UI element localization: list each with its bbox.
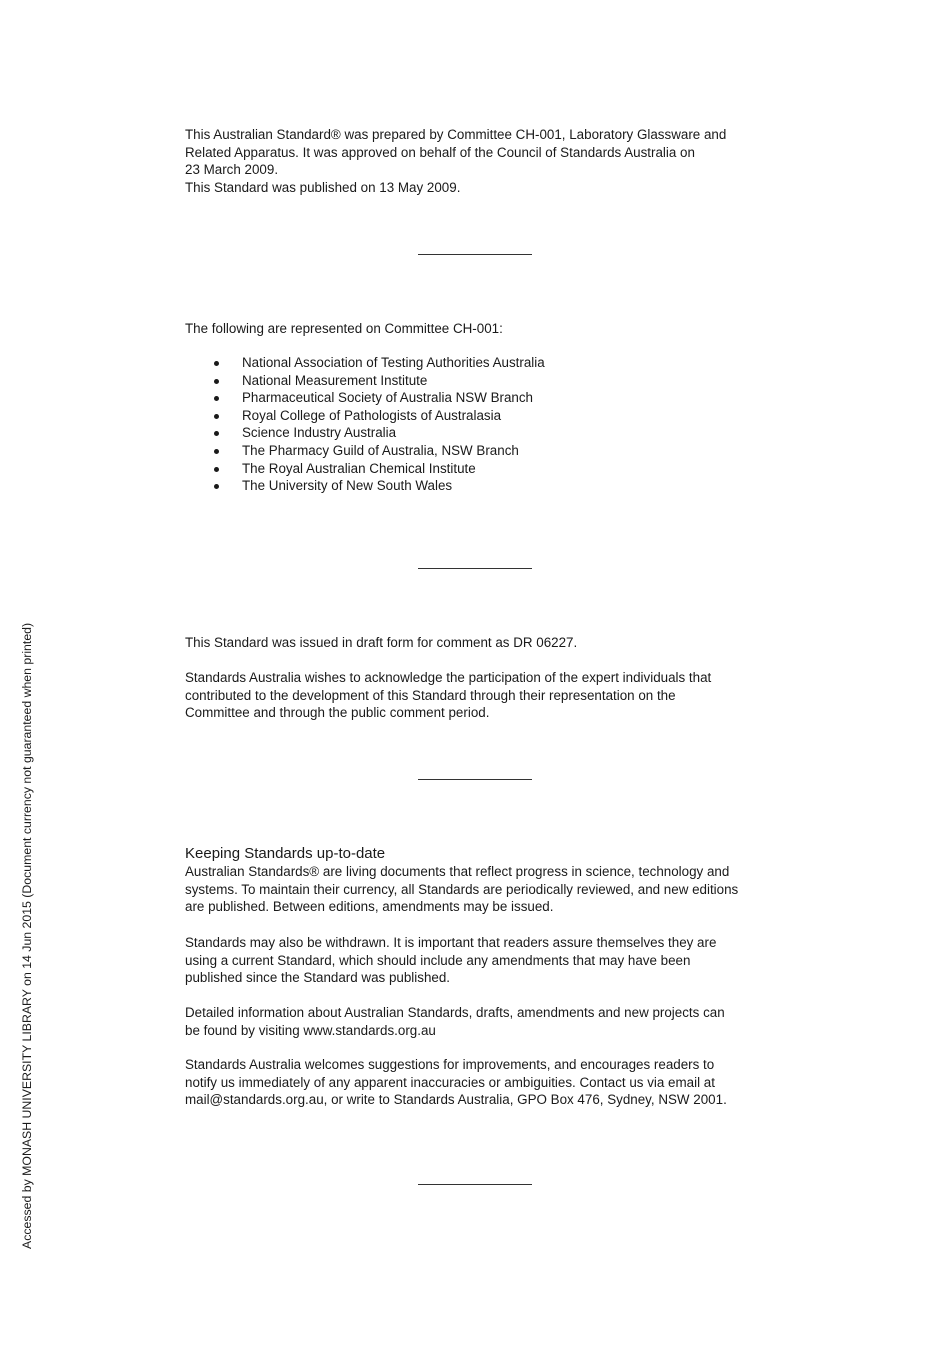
access-note-sidebar: Accessed by MONASH UNIVERSITY LIBRARY on 14 Jun 2015 (Document currency not guaranteed when printed) (20, 622, 34, 1249)
paragraph-line: published since the Standard was published. (185, 970, 451, 986)
paragraph-line: notify us immediately of any apparent inaccuracies or ambiguities. Contact us via email at (185, 1074, 715, 1090)
committee-member-list (185, 354, 745, 495)
section-divider (418, 568, 532, 569)
bullet-icon (214, 484, 219, 489)
living-documents-paragraph (185, 863, 785, 916)
list-item (185, 407, 745, 425)
paragraph-line: Standards Australia welcomes suggestions for improvements, and encourages readers to (185, 1057, 715, 1072)
list-item (185, 372, 745, 390)
committee-intro: The following are represented on Committee CH-001: (185, 321, 503, 336)
bullet-icon (214, 467, 219, 472)
keeping-up-to-date-heading: Keeping Standards up-to-date (185, 845, 386, 862)
paragraph-line: mail@standards.org.au, or write to Standards Australia, GPO Box 476, Sydney, NSW 2001. (185, 1092, 727, 1108)
suggestions-paragraph (185, 1056, 785, 1109)
draft-issued-text: This Standard was issued in draft form for comment as DR 06227. (185, 635, 578, 650)
detailed-info-paragraph (185, 1004, 785, 1039)
paragraph-line: Standards may also be withdrawn. It is important that readers assure themselves they are (185, 935, 717, 950)
committee-member: The Pharmacy Guild of Australia, NSW Branch (242, 442, 519, 458)
committee-member: Royal College of Pathologists of Australasia (242, 407, 502, 423)
acknowledgement-line: Committee and through the public comment period. (185, 705, 490, 721)
committee-member: The Royal Australian Chemical Institute (242, 460, 476, 476)
list-item (185, 460, 745, 478)
preparation-line: Related Apparatus. It was approved on behalf of the Council of Standards Australia on (185, 144, 695, 160)
list-item (185, 389, 745, 407)
list-item (185, 354, 745, 372)
paragraph-line: Detailed information about Australian Standards, drafts, amendments and new projects can (185, 1005, 725, 1020)
section-divider (418, 1184, 532, 1185)
acknowledgement-paragraph (185, 669, 785, 722)
paragraph-line: are published. Between editions, amendments may be issued. (185, 899, 554, 915)
bullet-icon (214, 449, 219, 454)
withdrawn-paragraph (185, 934, 785, 987)
list-item (185, 477, 745, 495)
bullet-icon (214, 431, 219, 436)
bullet-icon (214, 414, 219, 419)
bullet-icon (214, 396, 219, 401)
bullet-icon (214, 361, 219, 366)
paragraph-line: Australian Standards® are living documents that reflect progress in science, technology and (185, 864, 730, 879)
paragraph-line: systems. To maintain their currency, all Standards are periodically reviewed, and new editions (185, 881, 739, 897)
acknowledgement-line: contributed to the development of this Standard through their representation on the (185, 687, 676, 703)
committee-member: National Association of Testing Authorities Australia (242, 355, 545, 370)
list-item (185, 424, 745, 442)
paragraph-line: be found by visiting www.standards.org.au (185, 1022, 436, 1038)
section-divider (418, 779, 532, 780)
paragraph-line: using a current Standard, which should include any amendments that may have been (185, 952, 691, 968)
committee-member: The University of New South Wales (242, 478, 453, 494)
section-divider (418, 254, 532, 255)
preparation-line: This Standard was published on 13 May 2009. (185, 179, 461, 195)
preparation-line: This Australian Standard® was prepared by Committee CH-001, Laboratory Glassware and (185, 127, 727, 142)
committee-member: Pharmaceutical Society of Australia NSW Branch (242, 390, 533, 406)
committee-member: Science Industry Australia (242, 425, 397, 441)
list-item (185, 442, 745, 460)
bullet-icon (214, 379, 219, 384)
preparation-paragraph (185, 126, 785, 196)
committee-member: National Measurement Institute (242, 372, 428, 388)
preparation-line: 23 March 2009. (185, 162, 279, 178)
acknowledgement-line: Standards Australia wishes to acknowledge the participation of the expert individuals that (185, 670, 712, 685)
